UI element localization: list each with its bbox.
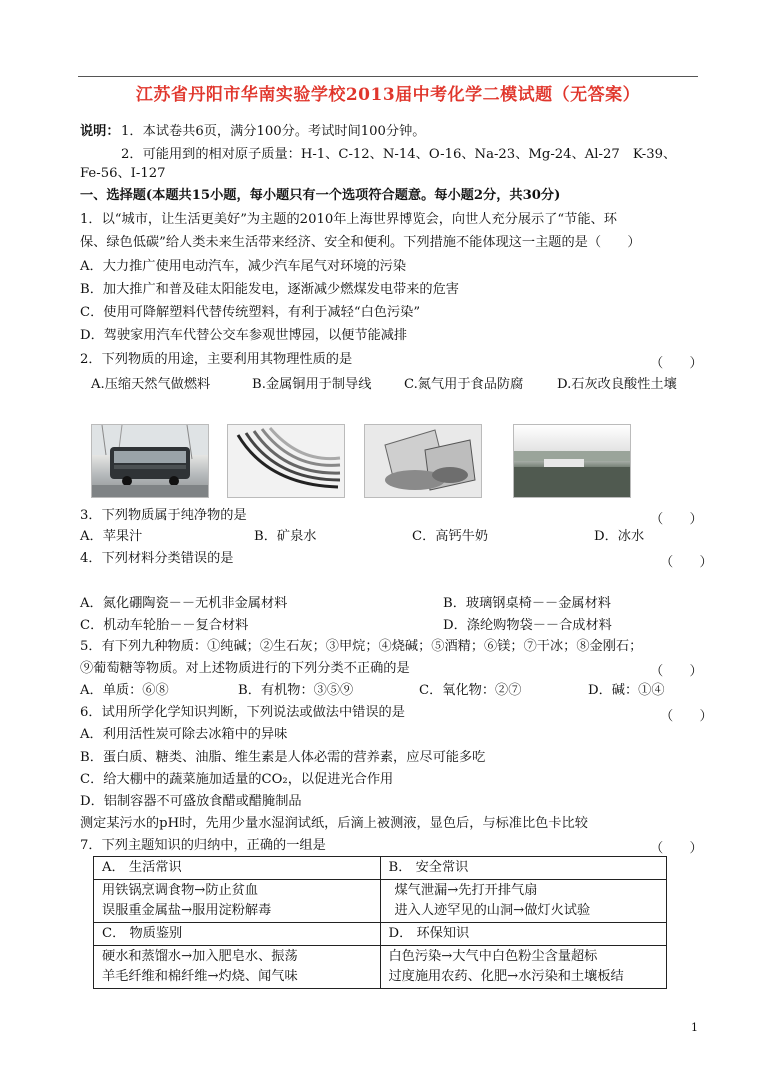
q7-answer-paren: （ ） xyxy=(650,841,703,856)
q5-option-b: B．有机物：③⑤⑨ xyxy=(238,683,354,698)
q1-option-a: A．大力推广使用电动汽车，减少汽车尾气对环境的污染 xyxy=(80,259,407,274)
table-row xyxy=(94,880,667,923)
page-title: 江苏省丹阳市华南实验学校2013届中考化学二模试题（无答案） xyxy=(135,85,641,105)
field-illustration xyxy=(514,425,630,497)
soil-field-photo xyxy=(513,424,631,498)
table-cell-d-body xyxy=(380,946,667,989)
section-heading: 一、选择题(本题共15小题，每小题只有一个选项符合题意。每小题2分，共30分) xyxy=(80,188,561,203)
notes-line-2: 2．可能用到的相对原子质量：H-1、C-12、N-14、O-16、Na-23、Mg-24、Al-27 K-39、 xyxy=(121,147,677,162)
table-row xyxy=(94,923,667,946)
q5-option-d: D．碱：①④ xyxy=(588,683,665,698)
c-item-1: 硬水和蒸馏水→加入肥皂水、振荡 xyxy=(102,949,298,964)
q2-option-c: C.氮气用于食品防腐 xyxy=(404,377,524,392)
notes-line-1: 1．本试卷共6页，满分100分。考试时间100分钟。 xyxy=(121,124,426,139)
q6-stem: 6．试用所学化学知识判断，下列说法或做法中错误的是 xyxy=(80,705,405,720)
table-cell-a-body xyxy=(94,880,381,923)
table-cell-d-head: D． 环保知识 xyxy=(380,923,667,946)
q4-option-a: A．氮化硼陶瓷－－无机非金属材料 xyxy=(80,596,288,611)
copper-wire-photo xyxy=(227,424,345,498)
q6-answer-paren: （ ） xyxy=(660,709,713,724)
q3-answer-paren: （ ） xyxy=(650,512,703,527)
header-rule xyxy=(78,76,698,77)
q2-option-d: D.石灰改良酸性土壤 xyxy=(557,377,677,392)
q2-stem: 2．下列物质的用途，主要利用其物理性质的是 xyxy=(80,352,353,367)
q5-option-c: C．氧化物：②⑦ xyxy=(419,683,522,698)
c-item-2: 羊毛纤维和棉纤维→灼烧、闻气味 xyxy=(102,969,298,984)
a-item-1: 用铁锅烹调食物→防止贫血 xyxy=(102,883,259,898)
q5-stem-1: 5．有下列九种物质：①纯碱；②生石灰；③甲烷；④烧碱；⑤酒精；⑥镁；⑦干冰；⑧金刚石； xyxy=(80,639,643,654)
q1-stem-1: 1．以“城市，让生活更美好”为主题的2010年上海世界博览会，向世人充分展示了“节能、环 xyxy=(80,212,617,227)
q6-extra-line: 测定某污水的pH时，先用少量水湿润试纸，后滴上被测液，显色后，与标准比色卡比较 xyxy=(80,816,588,831)
q3-option-c: C．高钙牛奶 xyxy=(412,529,489,544)
table-cell-a-head: A． 生活常识 xyxy=(94,857,381,880)
table-cell-b-head: B． 安全常识 xyxy=(380,857,667,880)
page-number: 1 xyxy=(691,1021,698,1034)
notes-line-3: Fe-56、I-127 xyxy=(80,166,166,181)
q5-answer-paren: （ ） xyxy=(650,664,703,679)
bus-illustration xyxy=(92,425,208,497)
q2-option-a: A.压缩天然气做燃料 xyxy=(91,377,211,392)
wire-illustration xyxy=(228,425,344,497)
q4-stem: 4．下列材料分类错误的是 xyxy=(80,551,234,566)
q6-option-b: B．蛋白质、糖类、油脂、维生素是人体必需的营养素，应尽可能多吃 xyxy=(80,750,486,765)
table-row xyxy=(94,946,667,989)
q2-option-b: B.金属铜用于制导线 xyxy=(252,377,372,392)
q1-stem-2: 保、绿色低碳”给人类未来生活带来经济、安全和便利。下列措施不能体现这一主题的是（ ） xyxy=(80,235,641,250)
q2-answer-paren: （ ） xyxy=(650,356,703,371)
d-item-2: 过度施用农药、化肥→水污染和土壤板结 xyxy=(388,969,624,984)
q5-stem-2: ⑨葡萄糖等物质。对上述物质进行的下列分类不正确的是 xyxy=(80,661,410,676)
q7-stem: 7．下列主题知识的归纳中，正确的一组是 xyxy=(80,838,326,853)
q4-answer-paren: （ ） xyxy=(660,555,713,570)
q4-option-c: C．机动车轮胎－－复合材料 xyxy=(80,618,249,633)
q4-option-b: B．玻璃钢桌椅－－金属材料 xyxy=(443,596,611,611)
q3-stem: 3．下列物质属于纯净物的是 xyxy=(80,508,247,523)
table-row xyxy=(94,857,667,880)
table-cell-c-body xyxy=(94,946,381,989)
knowledge-table xyxy=(93,856,667,989)
food-package-photo xyxy=(364,424,482,498)
table-cell-c-head: C． 物质鉴别 xyxy=(94,923,381,946)
q1-option-d: D．驾驶家用汽车代替公交车参观世博园，以便节能减排 xyxy=(80,328,408,343)
q1-option-c: C．使用可降解塑料代替传统塑料，有利于减轻“白色污染” xyxy=(80,305,421,320)
b-item-2: 进入人迹罕见的山洞→做灯火试验 xyxy=(394,903,591,918)
d-item-1: 白色污染→大气中白色粉尘含量超标 xyxy=(388,949,598,964)
q6-option-d: D．铝制容器不可盛放食醋或醋腌制品 xyxy=(80,794,302,809)
q1-option-b: B．加大推广和普及硅太阳能发电，逐渐减少燃煤发电带来的危害 xyxy=(80,282,459,297)
q3-option-d: D．冰水 xyxy=(594,529,645,544)
food-illustration xyxy=(365,425,481,497)
a-item-2: 误服重金属盐→服用淀粉解毒 xyxy=(102,903,272,918)
q3-option-a: A．苹果汁 xyxy=(80,529,143,544)
q3-option-b: B．矿泉水 xyxy=(254,529,317,544)
notes-label: 说明： xyxy=(80,124,120,139)
table-cell-b-body xyxy=(380,880,667,923)
q5-option-a: A．单质：⑥⑧ xyxy=(80,683,169,698)
q6-option-a: A．利用活性炭可除去冰箱中的异味 xyxy=(80,727,288,742)
b-item-1: 煤气泄漏→先打开排气扇 xyxy=(394,883,538,898)
q6-option-c: C．给大棚中的蔬菜施加适量的CO₂，以促进光合作用 xyxy=(80,772,394,787)
bus-photo xyxy=(91,424,209,498)
q4-option-d: D．涤纶购物袋－－合成材料 xyxy=(443,618,612,633)
